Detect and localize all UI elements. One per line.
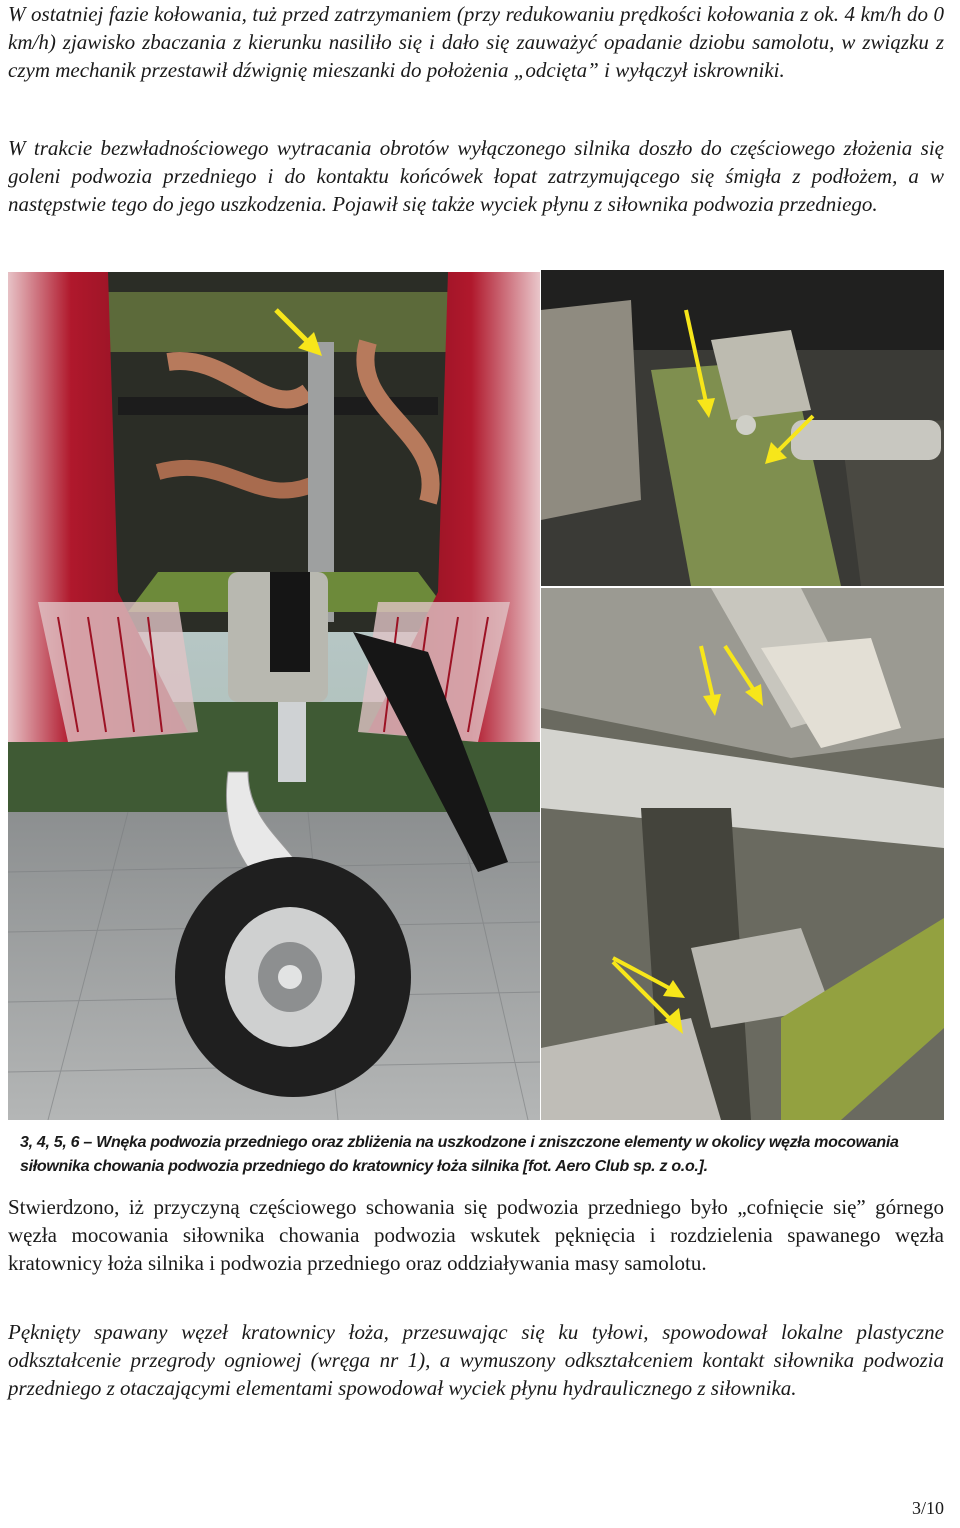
page-number: 3/10 [911, 1498, 944, 1518]
paragraph-cause: Stwierdzono, iż przyczyną częściowego schowania się podwozia przedniego było „cofnięcie się” górnego węzła mocowania siłownika chowania podwozia wskutek pęknięcia i rozdzielenia spawanego węzła kratownicy łoża silnika i podwozia przedniego oraz oddziaływania masy samolotu. [8, 1195, 944, 1275]
photo-strut-mount-closeup [541, 270, 944, 586]
paragraph-intro: W ostatniej fazie kołowania, tuż przed zatrzymaniem (przy redukowaniu prędkości kołowania z ok. 4 km/h do 0 km/h) zjawisko zbaczania z kierunku nasiliło się i dało się zauważyć opadanie dziobu samolotu, w związku z czym mechanik przestawił dźwignię mieszanki do położenia „odcięta” i wyłączył iskrowniki. [8, 2, 944, 82]
paragraph-hydraulic-leak: Pęknięty spawany węzeł kratownicy łoża, przesuwając się ku tyłowi, spowodował lokalne plastyczne odkształcenie przegrody ogniowej (wręga nr 1), a wymuszony odkształceniem kontakt siłownika podwozia przedniego z otaczającymi elementami spowodował wyciek płynu hydraulicznego z siłownika. [8, 1320, 944, 1400]
figure-caption: 3, 4, 5, 6 – Wnęka podwozia przedniego oraz zbliżenia na uszkodzone i zniszczone elementy w okolicy węzła mocowania siłownika chowania podwozia przedniego do kratownicy łoża silnika [fot. Aero Club sp. z o.o.]. [20, 1134, 899, 1175]
photo-cracked-weld-closeup [541, 588, 944, 1120]
photo-nose-gear-bay [8, 272, 540, 1120]
paragraph-propeller-damage: W trakcie bezwładnościowego wytracania obrotów wyłączonego silnika doszło do częściowego złożenia się goleni podwozia przedniego i do kontaktu końcówek łopat zatrzymującego się śmigła z podłożem, a w następstwie tego do jego uszkodzenia. Pojawił się także wyciek płynu z siłownika podwozia przedniego. [8, 136, 944, 216]
